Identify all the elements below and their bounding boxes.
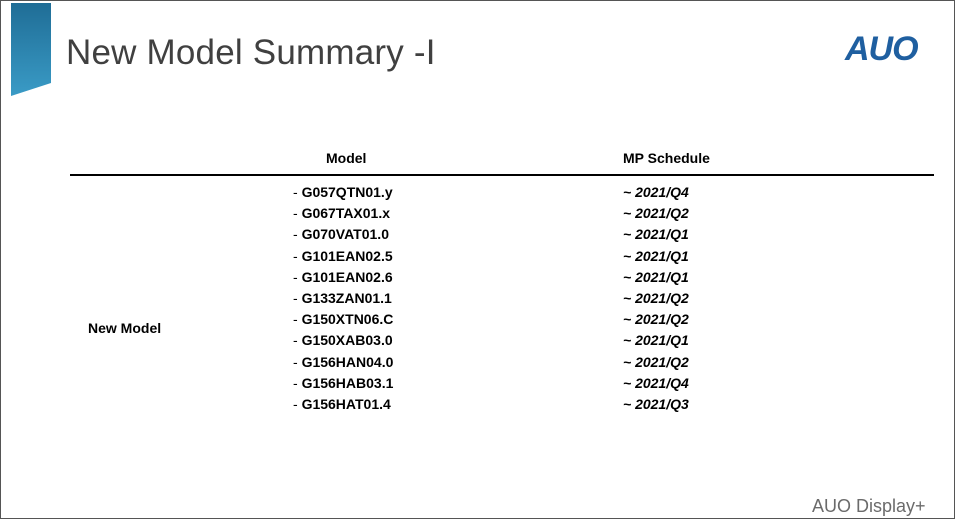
schedule-value: ~ 2021/Q1 bbox=[623, 226, 689, 243]
footer-brand: AUO Display+ bbox=[812, 496, 926, 516]
schedule-value: ~ 2021/Q1 bbox=[623, 268, 689, 285]
page-title: New Model Summary -I bbox=[66, 33, 436, 72]
header-divider bbox=[70, 174, 934, 176]
model-name: G067TAX01.x bbox=[301, 205, 391, 222]
column-header-schedule: MP Schedule bbox=[623, 150, 710, 166]
schedule-value: ~ 2021/Q4 bbox=[623, 184, 689, 200]
model-name: G150XAB03.0 bbox=[301, 332, 393, 349]
list-item: - G070VAT01.0 bbox=[293, 226, 389, 243]
list-item: - G133ZAN01.1 bbox=[293, 290, 392, 307]
model-name: G156HAN04.0 bbox=[301, 353, 394, 370]
model-name: G156HAB03.1 bbox=[301, 374, 394, 391]
schedule-value: ~ 2021/Q4 bbox=[623, 374, 689, 391]
model-name: G156HAT01.4 bbox=[301, 396, 391, 413]
model-name: G101EAN02.6 bbox=[301, 268, 393, 285]
list-item: - G067TAX01.x bbox=[293, 205, 391, 222]
list-item: - G101EAN02.5 bbox=[293, 247, 393, 264]
list-item: - G057QTN01.y bbox=[293, 184, 393, 200]
model-list bbox=[293, 182, 393, 415]
schedule-value: ~ 2021/Q2 bbox=[623, 311, 689, 328]
list-item: - G150XTN06.C bbox=[293, 311, 394, 328]
list-item: - G156HAT01.4 bbox=[293, 396, 391, 413]
schedule-value: ~ 2021/Q1 bbox=[623, 332, 689, 349]
model-name: G070VAT01.0 bbox=[301, 226, 389, 243]
row-label-new-model: New Model bbox=[88, 320, 162, 336]
schedule-value: ~ 2021/Q1 bbox=[623, 247, 689, 264]
schedule-value: ~ 2021/Q3 bbox=[623, 396, 689, 413]
list-item: - G101EAN02.6 bbox=[293, 268, 393, 285]
accent-bar-icon bbox=[11, 3, 51, 96]
list-item: - G150XAB03.0 bbox=[293, 332, 393, 349]
model-name: G133ZAN01.1 bbox=[301, 290, 392, 307]
schedule-list bbox=[623, 182, 689, 415]
auo-logo: AUO bbox=[845, 30, 918, 68]
schedule-value: ~ 2021/Q2 bbox=[623, 205, 689, 222]
list-item: - G156HAN04.0 bbox=[293, 353, 394, 370]
list-item: - G156HAB03.1 bbox=[293, 374, 394, 391]
model-name: G101EAN02.5 bbox=[301, 247, 393, 264]
column-header-model: Model bbox=[326, 150, 367, 166]
schedule-value: ~ 2021/Q2 bbox=[623, 353, 689, 370]
model-name: G057QTN01.y bbox=[301, 184, 393, 200]
model-name: G150XTN06.C bbox=[301, 311, 394, 328]
schedule-value: ~ 2021/Q2 bbox=[623, 290, 689, 307]
